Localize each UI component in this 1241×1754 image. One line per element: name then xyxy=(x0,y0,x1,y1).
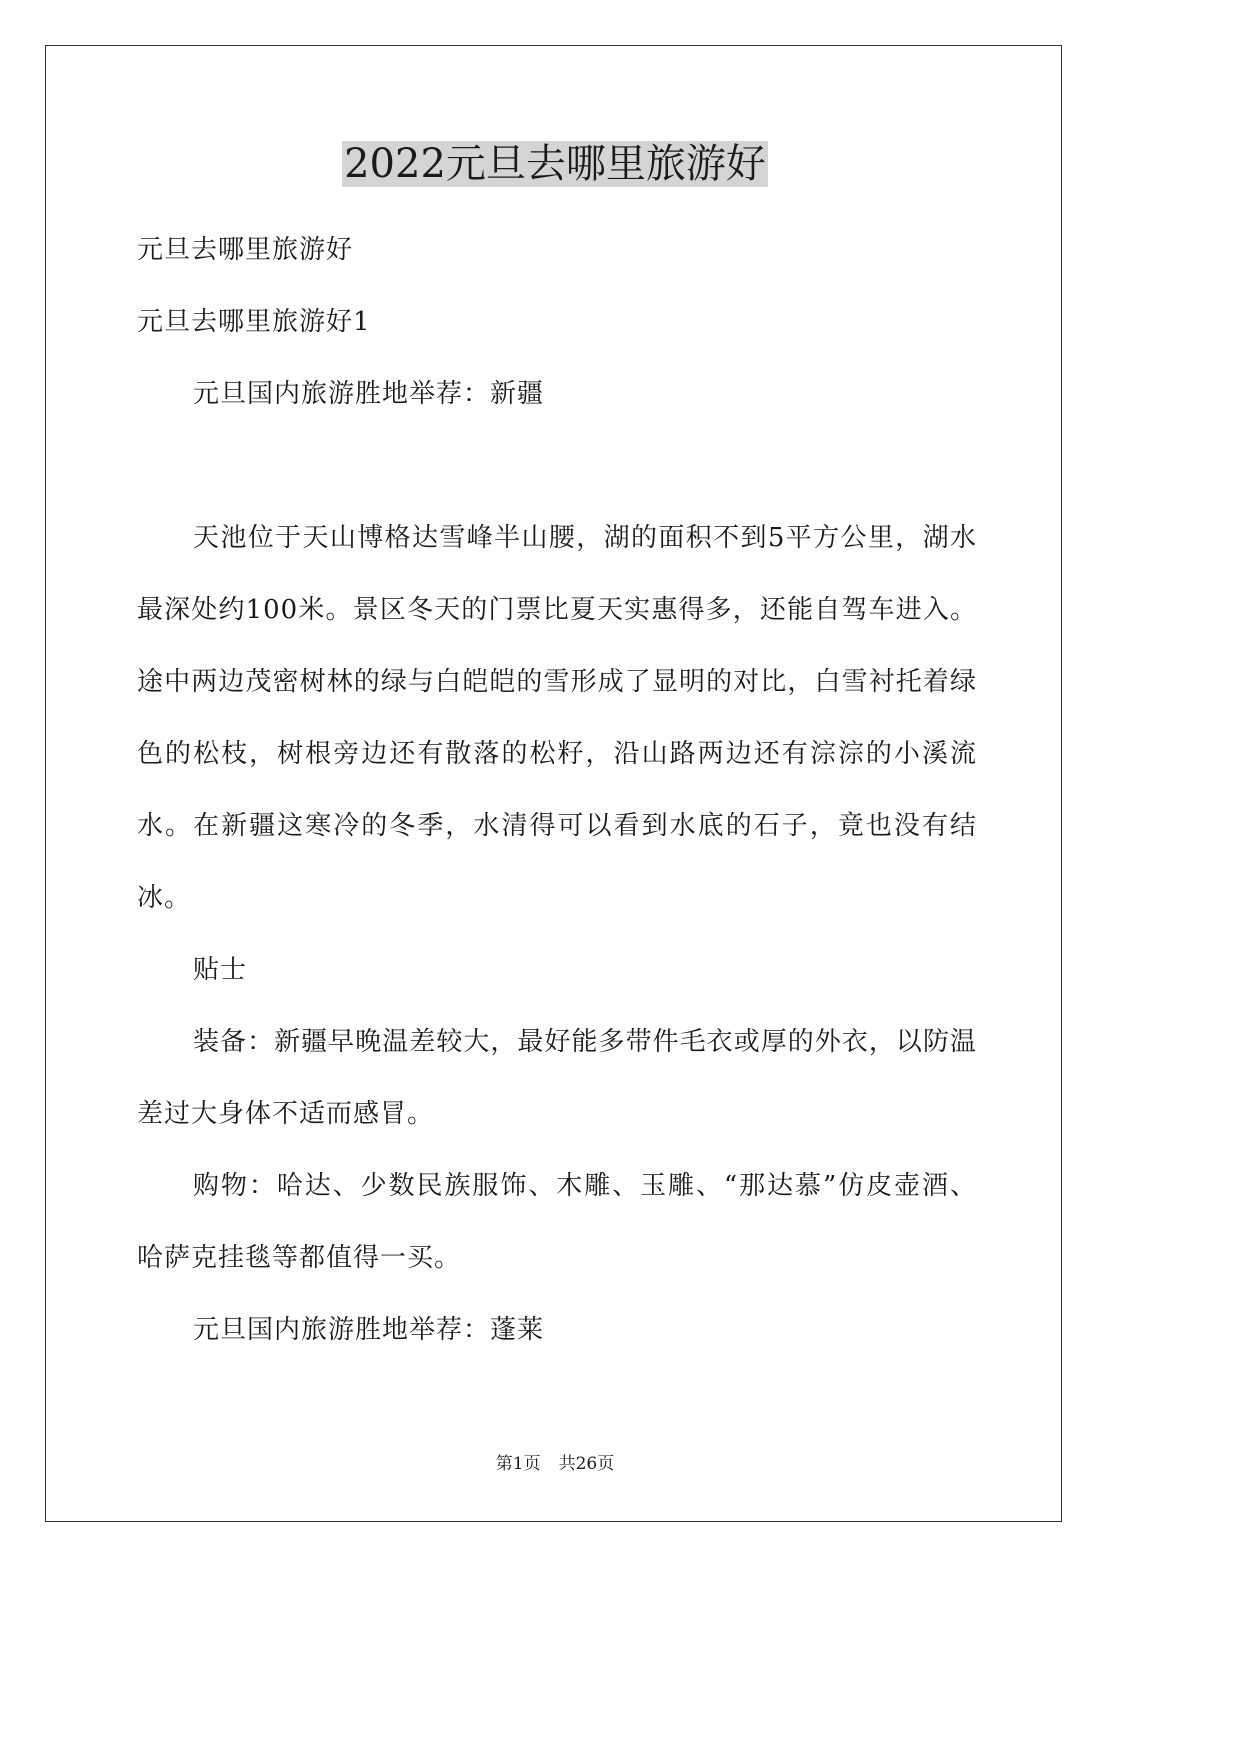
destination-heading-penglai: 元旦国内旅游胜地举荐：蓬莱 xyxy=(193,1315,545,1345)
paragraph-shopping: 购物：哈达、少数民族服饰、木雕、玉雕、“那达慕”仿皮壶酒、哈萨克挂毯等都值得一买。 xyxy=(137,1171,977,1273)
section-heading: 元旦去哪里旅游好1 xyxy=(137,307,371,337)
document-body xyxy=(137,214,977,1366)
paragraph-equipment: 装备：新疆早晚温差较大，最好能多带件毛衣或厚的外衣，以防温差过大身体不适而感冒。 xyxy=(137,1027,977,1129)
document-title-text: 2022元旦去哪里旅游好 xyxy=(344,141,766,187)
subtitle: 元旦去哪里旅游好 xyxy=(137,235,354,265)
tips-heading: 贴士 xyxy=(193,955,248,985)
page-total: 共26页 xyxy=(558,1454,615,1474)
page-number: 第1页 xyxy=(495,1454,541,1474)
document-title xyxy=(0,138,1110,190)
blank-line xyxy=(137,430,977,502)
destination-heading-xinjiang: 元旦国内旅游胜地举荐：新疆 xyxy=(193,379,545,409)
page-footer xyxy=(0,1452,1110,1476)
paragraph-tianchi: 天池位于天山博格达雪峰半山腰，湖的面积不到5平方公里，湖水最深处约100米。景区冬天的门票比夏天实惠得多，还能自驾车进入。途中两边茂密树林的绿与白皑皑的雪形成了显明的对比，白雪衬托着绿色的松枝，树根旁边还有散落的松籽，沿山路两边还有淙淙的小溪流水。在新疆这寒冷的冬季，水清得可以看到水底的石子，竟也没有结冰。 xyxy=(137,523,977,913)
